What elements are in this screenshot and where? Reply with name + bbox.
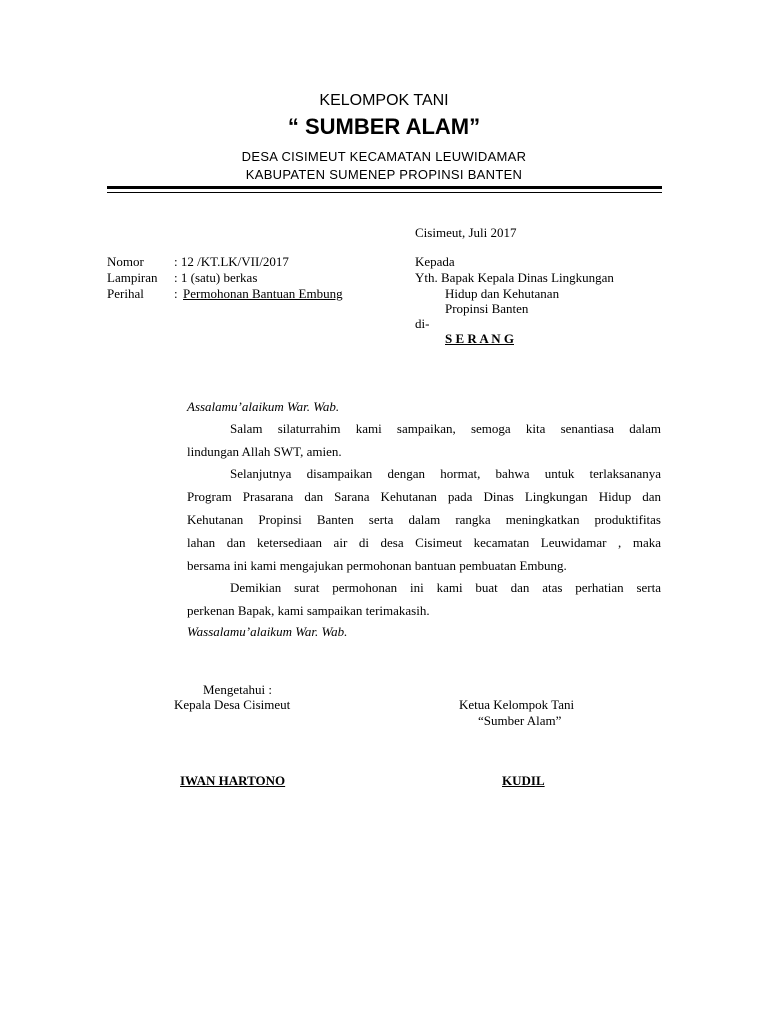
left-sign-line-2: Kepala Desa Cisimeut bbox=[174, 697, 291, 712]
right-sign-line-2: “Sumber Alam” bbox=[478, 713, 562, 728]
paragraph-2-line-5: bersama ini kami mengajukan permohonan bantuan pembuatan Embung. bbox=[187, 558, 567, 573]
perihal-value: Permohonan Bantuan Embung bbox=[183, 286, 343, 301]
greeting: Assalamu’alaikum War. Wab. bbox=[187, 399, 340, 414]
kepada: Kepada bbox=[415, 254, 455, 269]
org-name: “ SUMBER ALAM” bbox=[287, 114, 481, 139]
paragraph-1-line-1: Salam silaturrahim kami sampaikan, semoga kita senantiasa dalam bbox=[230, 421, 661, 436]
recipient-line-2: Hidup dan Kehutanan bbox=[445, 286, 560, 301]
lampiran-label: Lampiran bbox=[107, 270, 158, 285]
right-signer-name: KUDIL bbox=[502, 773, 545, 788]
letterhead-divider-thin bbox=[107, 192, 662, 193]
nomor-value: : 12 /KT.LK/VII/2017 bbox=[174, 254, 289, 269]
left-signer-name: IWAN HARTONO bbox=[180, 773, 286, 788]
paragraph-3 bbox=[187, 576, 661, 622]
closing: Wassalamu’alaikum War. Wab. bbox=[187, 624, 348, 639]
paragraph-1-line-2: lindungan Allah SWT, amien. bbox=[187, 444, 342, 459]
address-line-2: KABUPATEN SUMENEP PROPINSI BANTEN bbox=[245, 167, 523, 182]
paragraph-2-line-2: Program Prasarana dan Sarana Kehutanan pada Dinas Lingkungan Hidup dan bbox=[187, 489, 661, 504]
paragraph-1 bbox=[187, 417, 661, 463]
left-sign-line-1: Mengetahui : bbox=[203, 682, 272, 697]
perihal-colon: : bbox=[174, 286, 178, 301]
recipient-line-3: Propinsi Banten bbox=[445, 301, 529, 316]
paragraph-2 bbox=[187, 462, 661, 577]
recipient-line-1: Yth. Bapak Kepala Dinas Lingkungan bbox=[415, 270, 614, 285]
recipient-city: S E R A N G bbox=[445, 331, 514, 346]
di-label: di- bbox=[415, 316, 430, 331]
paragraph-3-line-2: perkenan Bapak, kami sampaikan terimakasih. bbox=[187, 603, 430, 618]
right-sign-line-1: Ketua Kelompok Tani bbox=[459, 697, 575, 712]
paragraph-2-line-1: Selanjutnya disampaikan dengan hormat, bahwa untuk terlaksananya bbox=[230, 466, 661, 481]
nomor-label: Nomor bbox=[107, 254, 144, 269]
lampiran-value: : 1 (satu) berkas bbox=[174, 270, 258, 285]
paragraph-2-line-4: lahan dan ketersediaan air di desa Cisimeut kecamatan Leuwidamar , maka bbox=[187, 535, 661, 550]
letter-date: Cisimeut, Juli 2017 bbox=[415, 225, 517, 240]
perihal-label: Perihal bbox=[107, 286, 144, 301]
address-line-1: DESA CISIMEUT KECAMATAN LEUWIDAMAR bbox=[241, 149, 527, 164]
paragraph-2-line-3: Kehutanan Propinsi Banten serta dalam rangka meningkatkan produktifitas bbox=[187, 512, 661, 527]
org-type: KELOMPOK TANI bbox=[319, 92, 449, 109]
paragraph-3-line-1: Demikian surat permohonan ini kami buat dan atas perhatian serta bbox=[230, 580, 661, 595]
letterhead-divider-thick bbox=[107, 186, 662, 189]
